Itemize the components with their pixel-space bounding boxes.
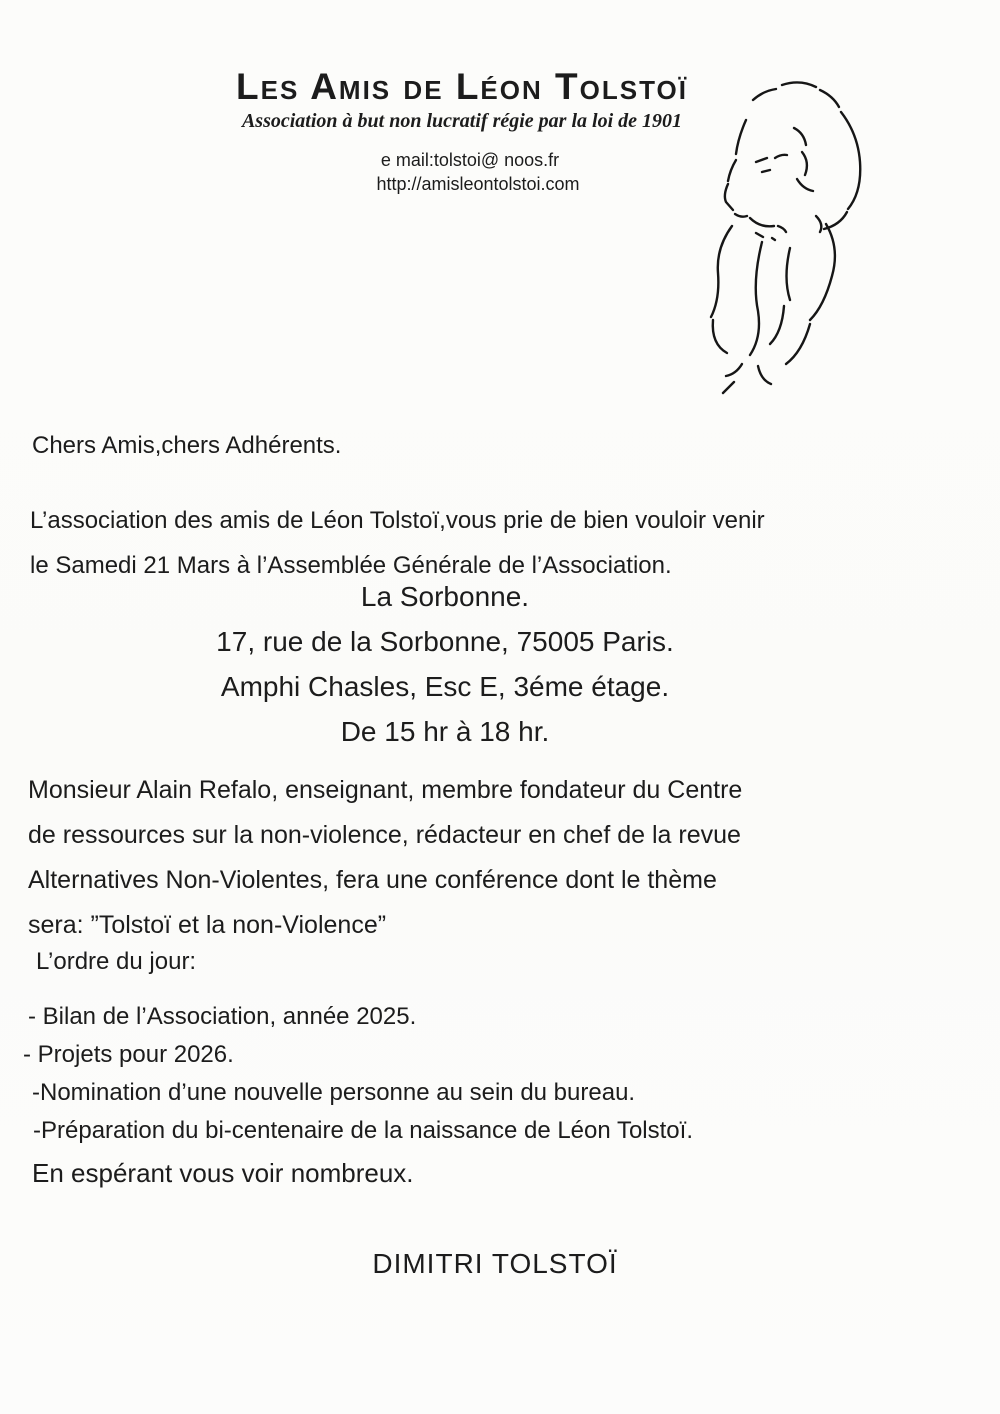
agenda-item: - Projets pour 2026.: [23, 1041, 234, 1068]
agenda-item: - Bilan de l’Association, année 2025.: [28, 1003, 417, 1030]
venue-address: 17, rue de la Sorbonne, 75005 Paris.: [216, 626, 674, 657]
association-title: Les Amis de Léon Tolstoï: [236, 66, 688, 107]
intro-line: L’association des amis de Léon Tolstoï,vous prie de bien vouloir venir: [30, 507, 765, 534]
venue-time: De 15 hr à 18 hr.: [340, 716, 550, 747]
venue-block: [0, 574, 890, 754]
venue-name: La Sorbonne.: [360, 581, 530, 612]
agenda-list: [23, 998, 693, 1150]
closing-line: En espérant vous voir nombreux.: [32, 1158, 414, 1188]
agenda-item: -Nomination d’une nouvelle personne au sein du bureau.: [32, 1079, 636, 1106]
speaker-paragraph: [28, 768, 742, 948]
speaker-line: Monsieur Alain Refalo, enseignant, membre fondateur du Centre: [28, 776, 743, 804]
association-email: e mail:tolstoi@ noos.fr: [380, 150, 560, 170]
agenda-heading: L’ordre du jour:: [36, 948, 197, 975]
association-subtitle: Association à but non lucratif régie par la loi de 1901: [241, 110, 683, 132]
agenda-item: -Préparation du bi-centenaire de la naissance de Léon Tolstoï.: [33, 1117, 693, 1144]
venue-room: Amphi Chasles, Esc E, 3éme étage.: [220, 671, 670, 702]
association-website: http://amisleontolstoi.com: [376, 174, 580, 194]
salutation: Chers Amis,chers Adhérents.: [32, 432, 342, 459]
tolstoy-profile-sketch-icon: [698, 66, 898, 396]
speaker-line: de ressources sur la non-violence, rédacteur en chef de la revue: [28, 821, 741, 849]
intro-line: le Samedi 21 Mars à l’Assemblée Générale de l’Association.: [30, 552, 672, 579]
speaker-line: sera: ”Tolstoï et la non-Violence”: [28, 911, 387, 939]
signature: DIMITRI TOLSTOÏ: [372, 1248, 618, 1279]
speaker-line: Alternatives Non-Violentes, fera une conférence dont le thème: [28, 866, 717, 894]
